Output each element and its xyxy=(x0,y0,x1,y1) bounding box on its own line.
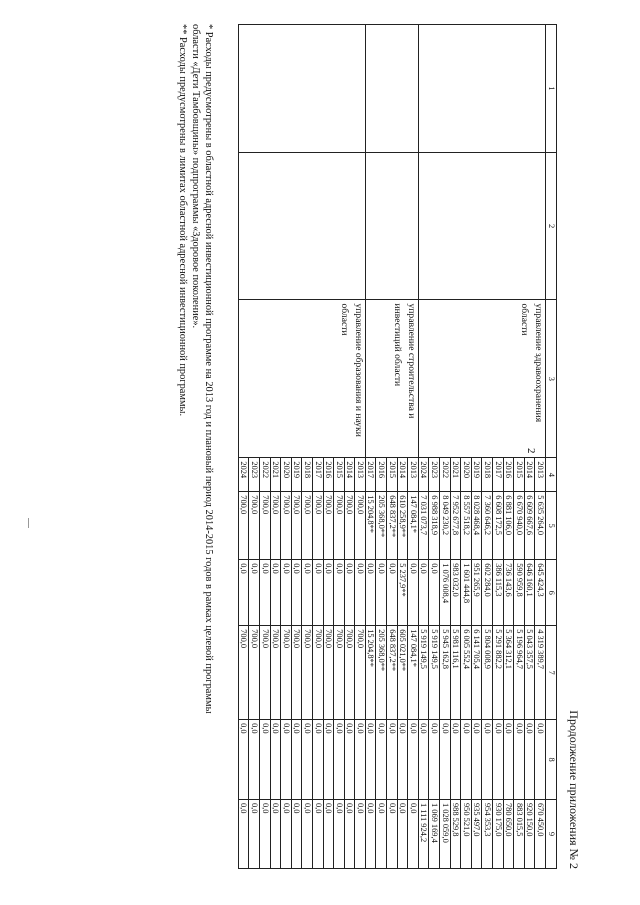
budget-table xyxy=(238,24,557,869)
amount-cell: 0,0 xyxy=(238,720,249,800)
footnote-2: ** Расходы предусмотрены в лимитах областной адресной инвестиционной программы. xyxy=(177,24,188,417)
amount-cell: 0,0 xyxy=(302,720,313,800)
column-number: 5 xyxy=(546,492,557,560)
amount-cell: 0,0 xyxy=(270,799,281,868)
empty-cell xyxy=(418,25,545,153)
amount-cell: 930 175,0 xyxy=(493,799,504,868)
amount-cell: 646 160,1 xyxy=(524,560,535,626)
year-cell: 2020 xyxy=(281,458,292,492)
amount-cell: 0,0 xyxy=(355,799,366,868)
amount-cell: 983 032,0 xyxy=(450,560,461,626)
column-number-row xyxy=(546,25,557,869)
amount-cell: 988 529,8 xyxy=(450,799,461,868)
column-number: 6 xyxy=(546,560,557,626)
year-cell: 2015 xyxy=(514,458,525,492)
amount-cell: 0,0 xyxy=(312,720,323,800)
table-row xyxy=(355,25,366,869)
amount-cell: 0,0 xyxy=(323,560,334,626)
amount-cell: 951 265,9 xyxy=(471,560,482,626)
amount-cell: 205 368,0** xyxy=(376,492,387,560)
amount-cell: 147 084,1* xyxy=(408,626,419,720)
department-cell: управление образования и науки области xyxy=(238,300,365,458)
year-cell: 2016 xyxy=(376,458,387,492)
amount-cell: 8 557 518,2 xyxy=(461,492,472,560)
amount-cell: 0,0 xyxy=(291,560,302,626)
continuation-title: Продолжение приложения № 2 xyxy=(567,710,581,869)
amount-cell: 0,0 xyxy=(323,720,334,800)
amount-cell: 0,0 xyxy=(312,799,323,868)
year-cell: 2023 xyxy=(429,458,440,492)
amount-cell: 5 237,9** xyxy=(397,560,408,626)
amount-cell: 5 945 162,8 xyxy=(440,626,451,720)
amount-cell: 0,0 xyxy=(249,720,260,800)
empty-cell xyxy=(238,25,365,153)
empty-cell xyxy=(365,25,418,153)
amount-cell: 0,0 xyxy=(249,560,260,626)
amount-cell: 6 608 172,5 xyxy=(493,492,504,560)
amount-cell: 0,0 xyxy=(387,720,398,800)
amount-cell: 0,0 xyxy=(344,799,355,868)
year-cell: 2017 xyxy=(312,458,323,492)
amount-cell: 648 837,2** xyxy=(387,626,398,720)
amount-cell: 0,0 xyxy=(270,560,281,626)
footnote-1-continued: области «Дети Тамбовщины» подпрограммы «Здоровое поколение». xyxy=(190,24,201,329)
year-cell: 2015 xyxy=(334,458,345,492)
amount-cell: 386 115,3 xyxy=(493,560,504,626)
amount-cell: 700,0 xyxy=(249,626,260,720)
amount-cell: 0,0 xyxy=(281,560,292,626)
amount-cell: 1 601 444,8 xyxy=(461,560,472,626)
amount-cell: 0,0 xyxy=(418,560,429,626)
year-cell: 2015 xyxy=(387,458,398,492)
amount-cell: 0,0 xyxy=(397,799,408,868)
year-cell: 2019 xyxy=(471,458,482,492)
amount-cell: 0,0 xyxy=(259,720,270,800)
amount-cell: 0,0 xyxy=(344,720,355,800)
amount-cell: 605 021,0** xyxy=(397,626,408,720)
amount-cell: 5 919 149,5 xyxy=(418,626,429,720)
amount-cell: 6 609 667,6 xyxy=(524,492,535,560)
amount-cell: 0,0 xyxy=(535,720,546,800)
amount-cell: 700,0 xyxy=(312,492,323,560)
department-cell: управление строительства и инвестиций области xyxy=(365,300,418,458)
amount-cell: 920 150,0 xyxy=(524,799,535,868)
amount-cell: 1 028 059,0 xyxy=(440,799,451,868)
amount-cell: 0,0 xyxy=(365,560,376,626)
amount-cell: 0,0 xyxy=(408,720,419,800)
amount-cell: 15 204,8** xyxy=(365,492,376,560)
amount-cell: 6 005 552,4 xyxy=(461,626,472,720)
amount-cell: 8 028 468,4 xyxy=(471,492,482,560)
column-number: 3 xyxy=(546,300,557,458)
amount-cell: 0,0 xyxy=(281,799,292,868)
amount-cell: 700,0 xyxy=(281,626,292,720)
table-row xyxy=(408,25,419,869)
amount-cell: 648 837,2** xyxy=(387,492,398,560)
amount-cell: 950 521,0 xyxy=(461,799,472,868)
year-cell: 2014 xyxy=(524,458,535,492)
amount-cell: 700,0 xyxy=(323,492,334,560)
amount-cell: 5 981 116,1 xyxy=(450,626,461,720)
year-cell: 2016 xyxy=(323,458,334,492)
amount-cell: 0,0 xyxy=(461,720,472,800)
year-cell: 2024 xyxy=(238,458,249,492)
amount-cell: 0,0 xyxy=(270,720,281,800)
amount-cell: 700,0 xyxy=(238,626,249,720)
amount-cell: 780 650,0 xyxy=(503,799,514,868)
amount-cell: 0,0 xyxy=(397,720,408,800)
amount-cell: 0,0 xyxy=(450,720,461,800)
year-cell: 2024 xyxy=(418,458,429,492)
year-cell: 2018 xyxy=(302,458,313,492)
amount-cell: 6 670 940,0 xyxy=(514,492,525,560)
amount-cell: 0,0 xyxy=(259,560,270,626)
amount-cell: 5 043 357,5 xyxy=(524,626,535,720)
amount-cell: 0,0 xyxy=(482,720,493,800)
amount-cell: 0,0 xyxy=(376,799,387,868)
amount-cell: 0,0 xyxy=(334,799,345,868)
amount-cell: 0,0 xyxy=(440,720,451,800)
amount-cell: 954 353,3 xyxy=(482,799,493,868)
footnote-1: * Расходы предусмотрены в областной адресной инвестиционной программе на 2013 год и плановый период 2014-2015 годов в рамках целевой программы xyxy=(203,24,214,714)
amount-cell: 205 368,0** xyxy=(376,626,387,720)
amount-cell: 4 319 389,7 xyxy=(535,626,546,720)
amount-cell: 7 360 646,2 xyxy=(482,492,493,560)
amount-cell: 0,0 xyxy=(365,720,376,800)
empty-cell xyxy=(238,152,365,300)
amount-cell: 5 804 008,9 xyxy=(482,626,493,720)
amount-cell: 15 204,8** xyxy=(365,626,376,720)
year-cell: 2017 xyxy=(365,458,376,492)
amount-cell: 700,0 xyxy=(270,492,281,560)
amount-cell: 6 988 318,9 xyxy=(429,492,440,560)
year-cell: 2021 xyxy=(270,458,281,492)
amount-cell: 700,0 xyxy=(355,492,366,560)
department-cell: управление здравоохранения области xyxy=(418,300,545,458)
year-cell: 2013 xyxy=(355,458,366,492)
table-row xyxy=(535,25,546,869)
amount-cell: 0,0 xyxy=(408,799,419,868)
column-number: 2 xyxy=(546,152,557,300)
amount-cell: 0,0 xyxy=(418,720,429,800)
amount-cell: 700,0 xyxy=(249,492,260,560)
amount-cell: 0,0 xyxy=(429,560,440,626)
column-number: 1 xyxy=(546,25,557,153)
column-number: 4 xyxy=(546,458,557,492)
amount-cell: 1 111 924,2 xyxy=(418,799,429,868)
year-cell: 2023 xyxy=(249,458,260,492)
amount-cell: 6 881 106,0 xyxy=(503,492,514,560)
amount-cell: 0,0 xyxy=(323,799,334,868)
year-cell: 2020 xyxy=(461,458,472,492)
amount-cell: 0,0 xyxy=(344,560,355,626)
amount-cell: 700,0 xyxy=(270,626,281,720)
amount-cell: 883 015,5 xyxy=(514,799,525,868)
amount-cell: 0,0 xyxy=(493,720,504,800)
amount-cell: 0,0 xyxy=(408,560,419,626)
amount-cell: 700,0 xyxy=(334,492,345,560)
amount-cell: 0,0 xyxy=(365,799,376,868)
year-cell: 2017 xyxy=(493,458,504,492)
amount-cell: 8 049 230,2 xyxy=(440,492,451,560)
amount-cell: 7 952 677,8 xyxy=(450,492,461,560)
amount-cell: 0,0 xyxy=(249,799,260,868)
amount-cell: 0,0 xyxy=(387,799,398,868)
amount-cell: 5 291 882,2 xyxy=(493,626,504,720)
amount-cell: 0,0 xyxy=(387,560,398,626)
amount-cell: 700,0 xyxy=(323,626,334,720)
column-number: 7 xyxy=(546,626,557,720)
amount-cell: 700,0 xyxy=(344,492,355,560)
year-cell: 2022 xyxy=(440,458,451,492)
amount-cell: 645 424,3 xyxy=(535,560,546,626)
empty-cell xyxy=(365,152,418,300)
amount-cell: 700,0 xyxy=(334,626,345,720)
amount-cell: 0,0 xyxy=(312,560,323,626)
amount-cell: 0,0 xyxy=(503,720,514,800)
amount-cell: 0,0 xyxy=(291,799,302,868)
amount-cell: 700,0 xyxy=(302,626,313,720)
year-cell: 2021 xyxy=(450,458,461,492)
amount-cell: 0,0 xyxy=(238,560,249,626)
amount-cell: 5 196 964,7 xyxy=(514,626,525,720)
amount-cell: 700,0 xyxy=(291,626,302,720)
amount-cell: 700,0 xyxy=(259,626,270,720)
amount-cell: 935 497,0 xyxy=(471,799,482,868)
amount-cell: 0,0 xyxy=(429,720,440,800)
year-cell: 2016 xyxy=(503,458,514,492)
amount-cell: 700,0 xyxy=(281,492,292,560)
amount-cell: 0,0 xyxy=(259,799,270,868)
amount-cell: 0,0 xyxy=(355,560,366,626)
amount-cell: 700,0 xyxy=(238,492,249,560)
amount-cell: 0,0 xyxy=(281,720,292,800)
amount-cell: 0,0 xyxy=(302,799,313,868)
column-number: 8 xyxy=(546,720,557,800)
amount-cell: 670 450,0 xyxy=(535,799,546,868)
amount-cell: 700,0 xyxy=(259,492,270,560)
amount-cell: 0,0 xyxy=(376,720,387,800)
year-cell: 2019 xyxy=(291,458,302,492)
scan-mark xyxy=(28,518,29,528)
amount-cell: 5 919 149,5 xyxy=(429,626,440,720)
amount-cell: 736 143,6 xyxy=(503,560,514,626)
amount-cell: 700,0 xyxy=(355,626,366,720)
amount-cell: 610 258,9** xyxy=(397,492,408,560)
amount-cell: 0,0 xyxy=(376,560,387,626)
amount-cell: 700,0 xyxy=(344,626,355,720)
footnotes xyxy=(176,24,215,869)
amount-cell: 0,0 xyxy=(524,720,535,800)
column-number: 9 xyxy=(546,799,557,868)
amount-cell: 147 084,1* xyxy=(408,492,419,560)
rotated-sheet xyxy=(113,24,593,869)
amount-cell: 0,0 xyxy=(471,720,482,800)
amount-cell: 602 284,0 xyxy=(482,560,493,626)
amount-cell: 0,0 xyxy=(355,720,366,800)
amount-cell: 0,0 xyxy=(302,560,313,626)
year-cell: 2018 xyxy=(482,458,493,492)
year-cell: 2013 xyxy=(535,458,546,492)
amount-cell: 0,0 xyxy=(514,720,525,800)
amount-cell: 5 364 312,1 xyxy=(503,626,514,720)
amount-cell: 0,0 xyxy=(334,560,345,626)
amount-cell: 1 076 008,4 xyxy=(440,560,451,626)
amount-cell: 590 959,8 xyxy=(514,560,525,626)
amount-cell: 700,0 xyxy=(312,626,323,720)
amount-cell: 0,0 xyxy=(334,720,345,800)
year-cell: 2014 xyxy=(344,458,355,492)
amount-cell: 1 069 169,4 xyxy=(429,799,440,868)
amount-cell: 0,0 xyxy=(291,720,302,800)
amount-cell: 7 031 073,7 xyxy=(418,492,429,560)
amount-cell: 700,0 xyxy=(302,492,313,560)
year-cell: 2022 xyxy=(259,458,270,492)
amount-cell: 700,0 xyxy=(291,492,302,560)
year-cell: 2014 xyxy=(397,458,408,492)
amount-cell: 5 635 264,0 xyxy=(535,492,546,560)
amount-cell: 6 141 705,4 xyxy=(471,626,482,720)
year-cell: 2013 xyxy=(408,458,419,492)
page-number: 2 xyxy=(525,448,537,454)
empty-cell xyxy=(418,152,545,300)
amount-cell: 0,0 xyxy=(238,799,249,868)
